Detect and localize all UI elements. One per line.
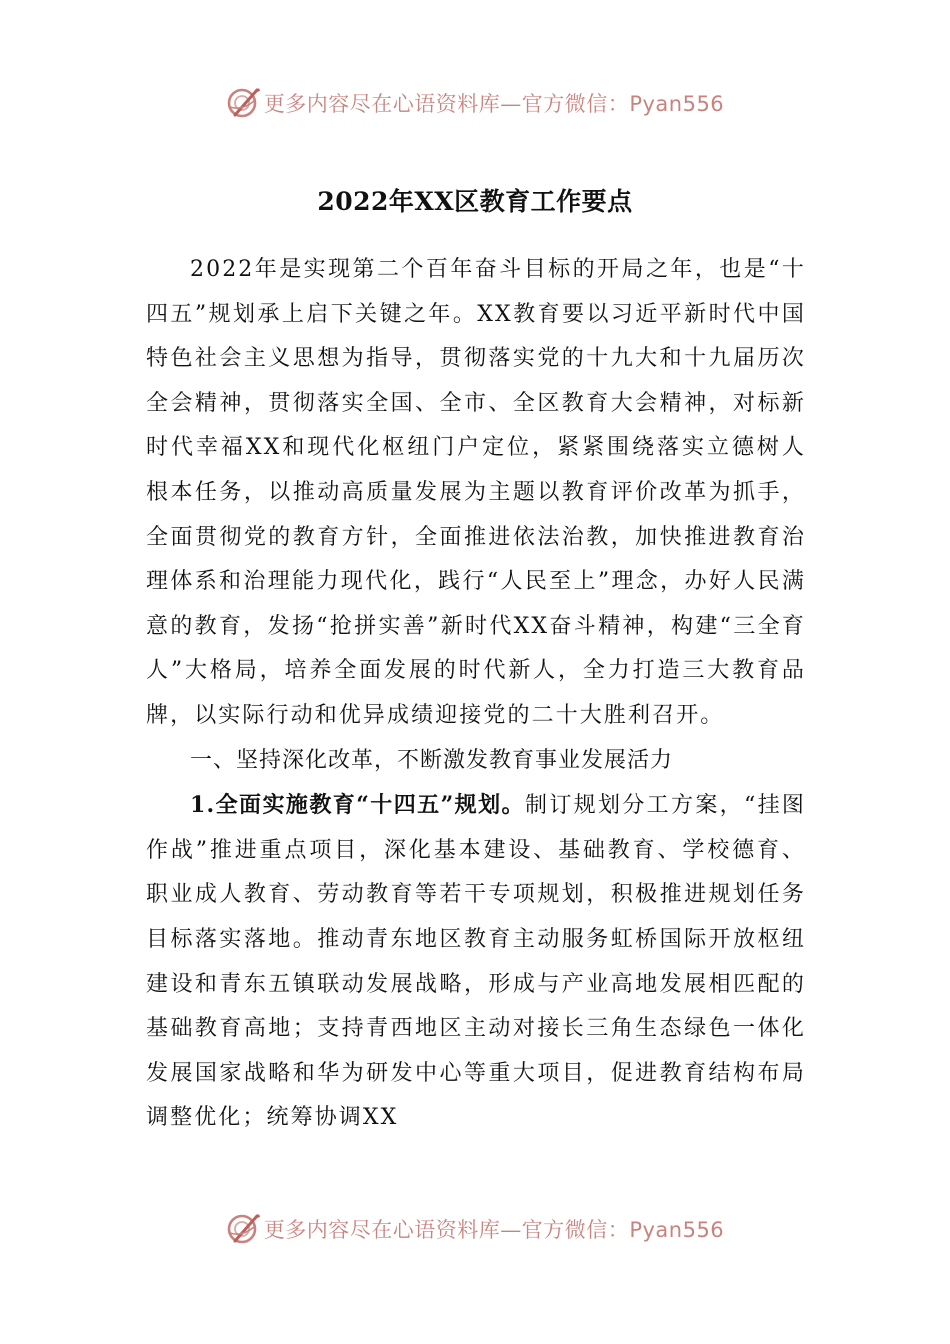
brush-logo-icon (226, 85, 262, 121)
document-title: 2022年XX区教育工作要点 (317, 187, 633, 216)
watermark-wechat-id: Pyan556 (629, 1218, 725, 1242)
brush-logo-icon (226, 1211, 262, 1247)
watermark-text (264, 1214, 724, 1244)
watermark-footer (0, 1204, 950, 1254)
watermark-label: 更多内容尽在心语资料库—官方微信： (263, 1218, 630, 1242)
watermark-wechat-id: Pyan556 (629, 92, 725, 116)
section-1-item-1 (146, 783, 806, 1141)
watermark-text (264, 88, 724, 118)
intro-paragraph: 2022年是实现第二个百年奋斗目标的开局之年，也是“十四五”规划承上启下关键之年。XX教育要以习近平新时代中国特色社会主义思想为指导，贯彻落实党的十九大和十九届历次全会精神，贯彻落实全国、全市、全区教育大会精神，对标新时代幸福XX和现代化枢纽门户定位，紧紧围绕落实立德树人根本任务，以推动高质量发展为主题以教育评价改革为抓手，全面贯彻党的教育方针，全面推进依法治教，加快推进教育治理体系和治理能力现代化，践行“人民至上”理念，办好人民满意的教育，发扬“抢拼实善”新时代XX奋斗精神，构建“三全育人”大格局，培养全面发展的时代新人，全力打造三大教育品牌，以实际行动和优异成绩迎接党的二十大胜利召开。 (146, 257, 806, 728)
item-1-lead: 1.全面实施教育“十四五”规划。 (190, 792, 525, 819)
section-1-heading: 一、坚持深化改革，不断激发教育事业发展活力 (190, 747, 674, 773)
watermark-header (0, 78, 950, 128)
item-1-text: 制订规划分工方案，“挂图作战”推进重点项目，深化基本建设、基础教育、学校德育、职业成人教育、劳动教育等若干专项规划，积极推进规划任务目标落实落地。推动青东地区教育主动服务虹桥国际开放枢纽建设和青东五镇联动发展战略，形成与产业高地发展相匹配的基础教育高地；支持青西地区主动对接长三角生态绿色一体化发展国家战略和华为研发中心等重大项目，促进教育结构布局调整优化；统筹协调XX (146, 793, 806, 1131)
document-body (146, 248, 806, 1141)
watermark-label: 更多内容尽在心语资料库—官方微信： (263, 92, 630, 116)
